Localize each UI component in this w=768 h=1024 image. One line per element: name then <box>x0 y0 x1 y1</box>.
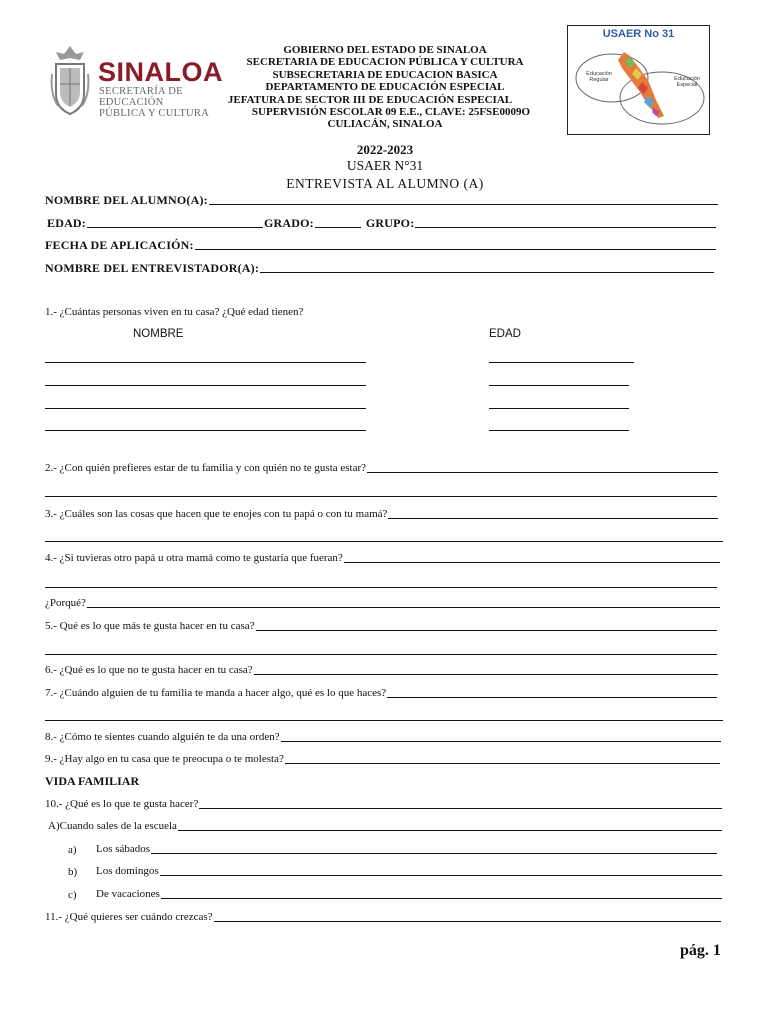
answer-line[interactable] <box>256 621 717 631</box>
question-9 <box>45 753 720 766</box>
list-marker: c) <box>68 889 77 901</box>
header-line: JEFATURA DE SECTOR III DE EDUCACIÓN ESPECIAL <box>227 93 513 106</box>
column-header-age: EDAD <box>489 328 521 340</box>
application-date-field[interactable] <box>45 238 716 252</box>
name-answer-line[interactable] <box>45 430 366 431</box>
usaer-logo <box>567 25 710 135</box>
question-4 <box>45 552 720 565</box>
page-title: ENTREVISTA AL ALUMNO (A) <box>286 176 484 191</box>
answer-line[interactable] <box>260 263 714 273</box>
logo-subtitle-line: SECRETARÍA DE EDUCACIÓN <box>99 86 183 108</box>
answer-line[interactable] <box>160 866 722 876</box>
answer-line[interactable] <box>45 654 717 655</box>
age-grade-group-row <box>47 216 716 230</box>
answer-line[interactable] <box>45 720 723 721</box>
answer-line[interactable] <box>285 754 720 764</box>
question-7-text: 7.- ¿Cuándo alguien de tu familia te manda a hacer algo, qué es lo que haces? <box>45 687 387 699</box>
answer-line[interactable] <box>151 844 717 854</box>
section-heading-family-life: VIDA FAMILIAR <box>45 774 140 788</box>
answer-line[interactable] <box>387 688 717 698</box>
question-6 <box>45 664 718 677</box>
group-input-line[interactable] <box>415 218 716 228</box>
name-answer-line[interactable] <box>45 385 366 386</box>
question-2-text: 2.- ¿Con quién prefieres estar de tu familia y con quién no te gusta estar? <box>45 462 367 474</box>
grade-input-line[interactable] <box>315 218 361 228</box>
question-4-text: 4.- ¿Si tuvieras otro papá u otra mamá como te gustaría que fueran? <box>45 552 343 564</box>
interviewer-name-label: NOMBRE DEL ENTREVISTADOR(A): <box>45 261 260 275</box>
state-seal-icon <box>50 44 90 118</box>
answer-line[interactable] <box>87 598 720 608</box>
header-line: SECRETARIA DE EDUCACION PÚBLICA Y CULTURA <box>246 56 524 69</box>
header-line: DEPARTAMENTO DE EDUCACIÓN ESPECIAL <box>265 81 505 94</box>
list-marker: b) <box>68 866 78 878</box>
question-8-text: 8.- ¿Cómo te sientes cuando alguién te da una orden? <box>45 731 280 743</box>
column-header-name: NOMBRE <box>133 328 184 340</box>
answer-line[interactable] <box>199 799 722 809</box>
answer-line[interactable] <box>45 496 717 497</box>
question-9-text: 9.- ¿Hay algo en tu casa que te preocupa o te molesta? <box>45 753 284 765</box>
age-answer-line[interactable] <box>489 430 629 431</box>
interviewer-name-field[interactable] <box>45 261 714 275</box>
name-answer-line[interactable] <box>45 408 366 409</box>
page-number: pág. 1 <box>680 942 721 959</box>
saturdays-text: Los sábados <box>96 843 151 855</box>
question-8 <box>45 731 721 744</box>
sundays-text: Los domingos <box>96 865 159 877</box>
name-answer-line[interactable] <box>45 362 366 363</box>
question-7 <box>45 687 717 700</box>
answer-line[interactable] <box>45 587 717 588</box>
answer-line[interactable] <box>344 553 720 563</box>
answer-line[interactable] <box>214 912 721 922</box>
answer-line[interactable] <box>388 509 718 519</box>
grade-label: GRADO: <box>264 216 314 230</box>
header-line: CULIACÁN, SINALOA <box>327 118 443 131</box>
question-6-text: 6.- ¿Qué es lo que no te gusta hacer en tu casa? <box>45 664 253 676</box>
usaer-logo-right-label: Educación Especial <box>674 76 700 88</box>
header-line: SUPERVISIÓN ESCOLAR 09 E.E., CLAVE: 25FSE0009O <box>251 106 531 119</box>
usaer-logo-left-label: Educación Regular <box>586 71 612 83</box>
age-input-line[interactable] <box>87 218 263 228</box>
question-2 <box>45 462 718 475</box>
usaer-number: USAER N°31 <box>346 158 424 173</box>
question-5 <box>45 620 717 633</box>
logo-brand-text: SINALOA <box>98 57 223 87</box>
question-1-text: 1.- ¿Cuántas personas viven en tu casa? ¿Qué edad tienen? <box>45 306 304 318</box>
school-year: 2022-2023 <box>356 142 414 157</box>
answer-line[interactable] <box>367 463 718 473</box>
question-11 <box>45 911 721 924</box>
answer-line[interactable] <box>254 665 718 675</box>
group-label: GRUPO: <box>365 216 415 230</box>
why-question <box>45 597 720 610</box>
question-10-saturdays <box>68 843 717 856</box>
vacations-text: De vacaciones <box>96 888 160 900</box>
answer-line[interactable] <box>161 889 722 899</box>
question-3 <box>45 508 718 521</box>
question-10-after-school <box>48 820 722 833</box>
answer-line[interactable] <box>178 821 722 831</box>
usaer-logo-title: USAER No 31 <box>602 28 675 40</box>
answer-line[interactable] <box>45 541 723 542</box>
answer-line[interactable] <box>195 240 716 250</box>
sinaloa-logo <box>46 40 226 122</box>
answer-line[interactable] <box>209 195 718 205</box>
question-10 <box>45 798 722 811</box>
age-label: EDAD: <box>47 216 86 230</box>
list-marker: a) <box>68 844 77 856</box>
question-3-text: 3.- ¿Cuáles son las cosas que hacen que te enojes con tu papá o con tu mamá? <box>45 508 388 520</box>
question-10-vacations <box>68 888 722 901</box>
header-institution-lines <box>200 44 570 131</box>
answer-line[interactable] <box>281 732 721 742</box>
age-answer-line[interactable] <box>489 385 629 386</box>
logo-subtitle-line: PÚBLICA Y CULTURA <box>99 108 210 119</box>
why-question-text: ¿Porqué? <box>45 597 86 609</box>
age-answer-line[interactable] <box>489 362 634 363</box>
question-11-text: 11.- ¿Qué quieres ser cuándo crezcas? <box>45 911 213 923</box>
application-date-label: FECHA DE APLICACIÓN: <box>45 238 194 252</box>
student-name-label: NOMBRE DEL ALUMNO(A): <box>45 193 208 207</box>
question-10-text: 10.- ¿Qué es lo que te gusta hacer? <box>45 798 199 810</box>
student-name-field[interactable] <box>45 193 718 207</box>
question-10-sundays <box>68 865 722 878</box>
after-school-text: A)Cuando sales de la escuela <box>48 820 177 832</box>
age-answer-line[interactable] <box>489 408 629 409</box>
question-5-text: 5.- Qué es lo que más te gusta hacer en tu casa? <box>45 620 255 632</box>
question-1 <box>45 306 303 319</box>
header-line: SUBSECRETARIA DE EDUCACION BASICA <box>272 68 498 81</box>
header-line: GOBIERNO DEL ESTADO DE SINALOA <box>283 44 487 56</box>
